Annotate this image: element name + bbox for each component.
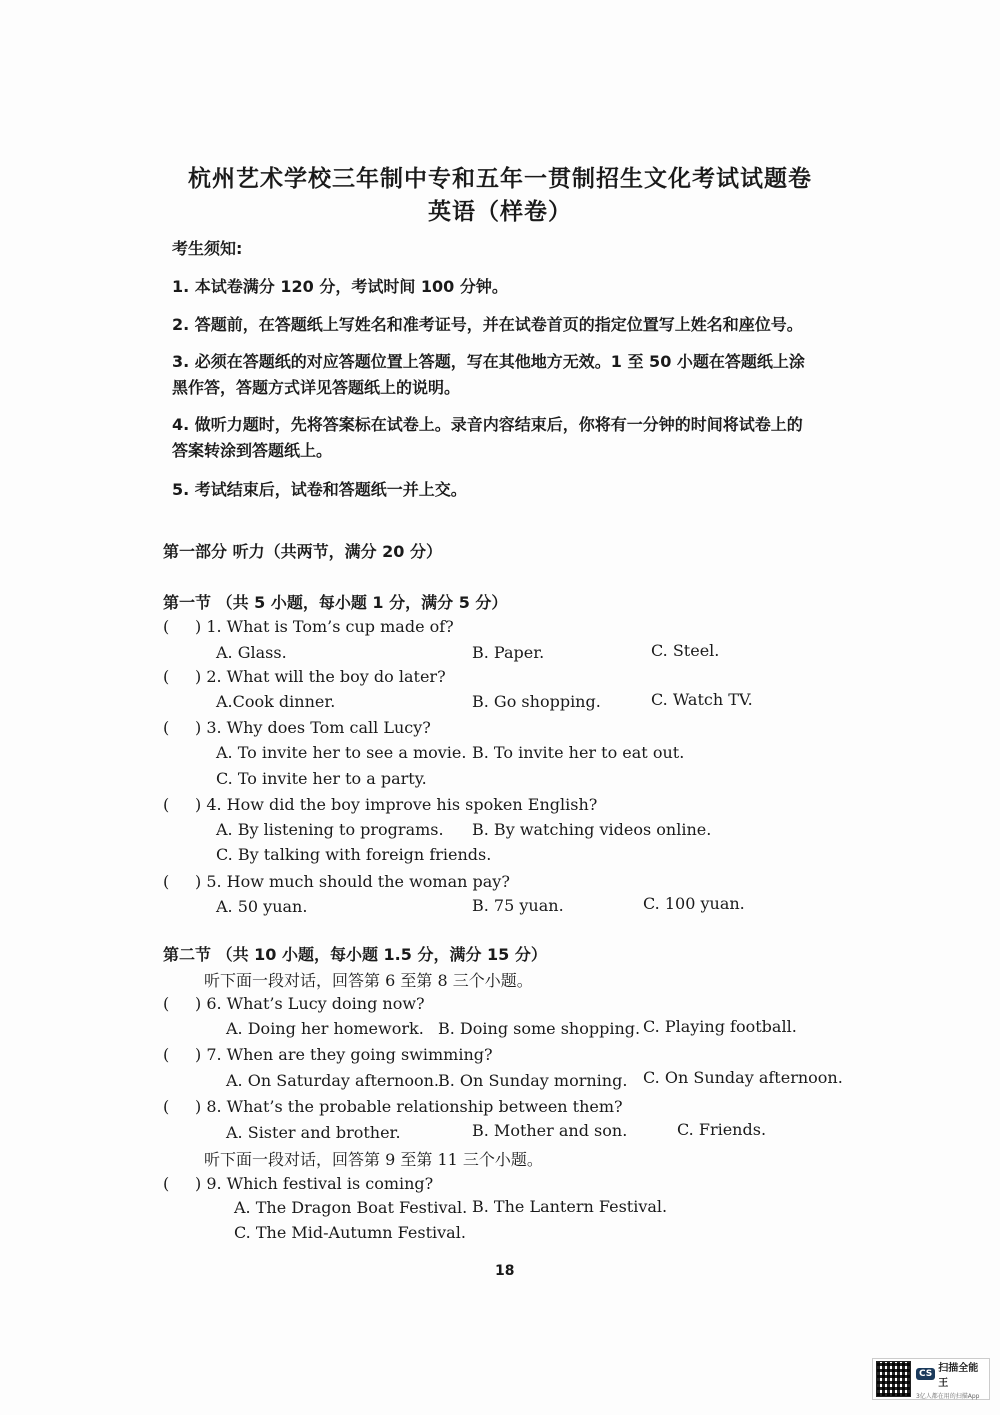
q8-option-b: B. Mother and son. [472, 1121, 628, 1140]
question-6: ) 6. What’s Lucy doing now? [195, 994, 425, 1013]
answer-paren[interactable]: ( [163, 667, 170, 686]
q9-option-a: A. The Dragon Boat Festival. [234, 1198, 468, 1217]
section2-heading: 第二节 （共 10 小题，每小题 1.5 分，满分 15 分） [163, 945, 547, 964]
q8-option-a: A. Sister and brother. [226, 1123, 401, 1142]
q7-option-a: A. On Saturday afternoon. [226, 1071, 439, 1090]
notice-item-4-cont: 答案转涂到答题纸上。 [172, 441, 333, 460]
exam-title: 杭州艺术学校三年制中专和五年一贯制招生文化考试试题卷 [188, 166, 812, 192]
notice-item-3-cont: 黑作答，答题方式详见答题纸上的说明。 [172, 378, 461, 397]
q6-option-a: A. Doing her homework. [226, 1019, 424, 1038]
answer-paren[interactable]: ( [163, 994, 170, 1013]
q7-option-c: C. On Sunday afternoon. [643, 1068, 843, 1087]
q6-option-c: C. Playing football. [643, 1017, 797, 1036]
answer-paren[interactable]: ( [163, 617, 170, 636]
section2-intro-1: 听下面一段对话，回答第 6 至第 8 三个小题。 [204, 971, 533, 990]
notice-item-1: 1. 本试卷满分 120 分，考试时间 100 分钟。 [172, 277, 508, 296]
scanner-watermark [872, 1358, 990, 1400]
answer-paren[interactable]: ( [163, 795, 170, 814]
q8-option-c: C. Friends. [677, 1120, 767, 1139]
q3-option-c: C. To invite her to a party. [216, 769, 427, 788]
question-3: ) 3. Why does Tom call Lucy? [195, 718, 431, 737]
answer-paren[interactable]: ( [163, 1045, 170, 1064]
q1-option-a: A. Glass. [216, 643, 287, 662]
q2-option-b: B. Go shopping. [472, 692, 601, 711]
q9-option-c: C. The Mid-Autumn Festival. [234, 1223, 466, 1242]
question-1: ) 1. What is Tom’s cup made of? [195, 617, 454, 636]
q3-option-a: A. To invite her to see a movie. [216, 743, 467, 762]
question-5: ) 5. How much should the woman pay? [195, 872, 510, 891]
q2-option-a: A.Cook dinner. [216, 692, 336, 711]
qr-code-icon [876, 1361, 911, 1397]
q5-option-b: B. 75 yuan. [472, 896, 564, 915]
q5-option-c: C. 100 yuan. [643, 894, 745, 913]
question-2: ) 2. What will the boy do later? [195, 667, 446, 686]
q2-option-c: C. Watch TV. [651, 690, 753, 709]
q6-option-b: B. Doing some shopping. [438, 1019, 641, 1038]
answer-paren[interactable]: ( [163, 718, 170, 737]
notice-item-4: 4. 做听力题时，先将答案标在试卷上。录音内容结束后，你将有一分钟的时间将试卷上的 [172, 415, 803, 434]
question-9: ) 9. Which festival is coming? [195, 1174, 434, 1193]
question-4: ) 4. How did the boy improve his spoken English? [195, 795, 598, 814]
part1-heading: 第一部分 听力（共两节，满分 20 分） [163, 542, 442, 561]
q1-option-b: B. Paper. [472, 643, 545, 662]
answer-paren[interactable]: ( [163, 872, 170, 891]
watermark-app-name: 扫描全能王 [938, 1362, 979, 1389]
notice-item-2: 2. 答题前，在答题纸上写姓名和准考证号，并在试卷首页的指定位置写上姓名和座位号。 [172, 315, 803, 334]
question-7: ) 7. When are they going swimming? [195, 1045, 493, 1064]
notice-item-3: 3. 必须在答题纸的对应答题位置上答题，写在其他地方无效。1 至 50 小题在答题纸上涂 [172, 352, 805, 371]
section1-heading: 第一节 （共 5 小题，每小题 1 分，满分 5 分） [163, 593, 508, 612]
section2-intro-2: 听下面一段对话，回答第 9 至第 11 三个小题。 [204, 1150, 543, 1169]
q4-option-b: B. By watching videos online. [472, 820, 712, 839]
page-number: 18 [495, 1263, 515, 1279]
q7-option-b: B. On Sunday morning. [438, 1071, 628, 1090]
q9-option-b: B. The Lantern Festival. [472, 1197, 668, 1216]
q1-option-c: C. Steel. [651, 641, 720, 660]
notice-heading: 考生须知: [172, 239, 243, 258]
camscanner-logo-icon: CS [916, 1368, 935, 1380]
q5-option-a: A. 50 yuan. [216, 897, 308, 916]
answer-paren[interactable]: ( [163, 1174, 170, 1193]
exam-subtitle: 英语（样卷） [428, 199, 572, 225]
q4-option-a: A. By listening to programs. [216, 820, 444, 839]
answer-paren[interactable]: ( [163, 1097, 170, 1116]
question-8: ) 8. What’s the probable relationship between them? [195, 1097, 623, 1116]
notice-item-5: 5. 考试结束后，试卷和答题纸一并上交。 [172, 480, 467, 499]
watermark-tagline: 3亿人都在用的扫描App [915, 1392, 980, 1400]
q3-option-b: B. To invite her to eat out. [472, 743, 685, 762]
q4-option-c: C. By talking with foreign friends. [216, 845, 492, 864]
